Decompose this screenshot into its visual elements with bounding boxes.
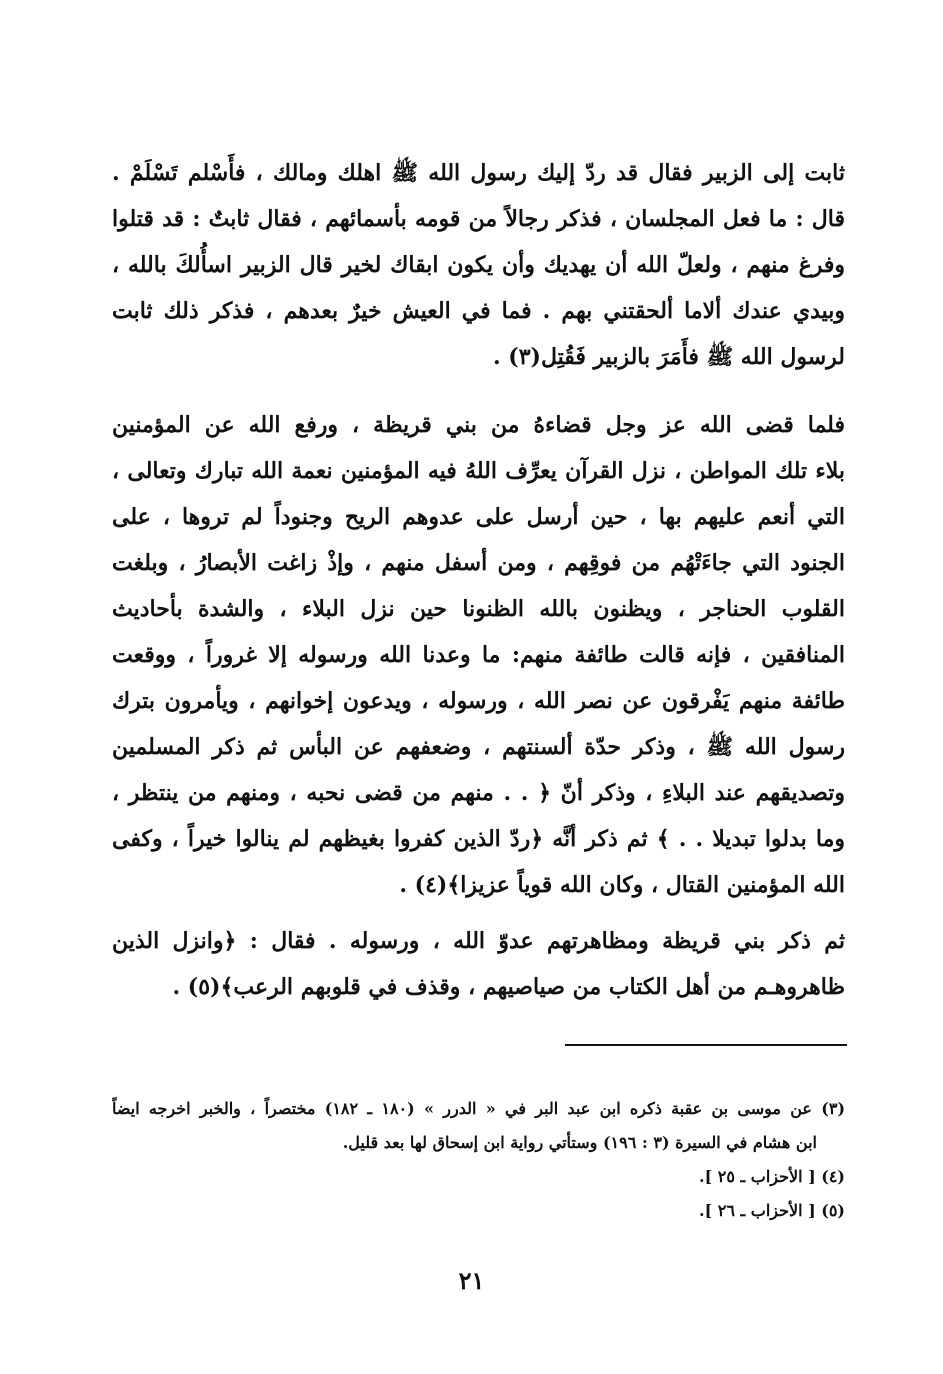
text-line: وتصديقهم عند البلاءِ ، وذكر أنّ ﴿ . . منهم من قضى نحبه ، ومنهم من ينتظر ، — [112, 780, 845, 806]
text-line: الله المؤمنين القتال ، وكان الله قوياً عزيزا﴾(٤) . — [399, 872, 845, 898]
paragraph-1 — [112, 150, 845, 380]
text-line: وبيدي عندك ألاما ألحقتني بهم . فما في العيش خيرٌ بعدهم ، فذكر ذلك ثابت — [112, 298, 845, 324]
text-line: ثم ذكر بني قريظة ومظاهرتهم عدوّ الله ، ورسوله . فقال : ﴿وانزل الذين — [112, 928, 845, 954]
footnote-line: ابن هشام في السيرة (٣ : ١٩٦) وستأتي رواية ابن إسحاق لها بعد قليل. — [342, 1133, 817, 1152]
text-line: لرسول الله ﷺ فأَمَرَ بالزبير فَقُتِل(٣) . — [492, 344, 845, 370]
page-number: ٢١ — [458, 1266, 485, 1295]
footnotes — [112, 1092, 845, 1228]
footnote-line: (٥) [ الأحزاب ـ ٢٦ ]. — [699, 1201, 845, 1220]
footnote-divider — [565, 1044, 847, 1046]
text-line: بلاء تلك المواطن ، نزل القرآن يعرِّف اللهُ فيه المؤمنين نعمة الله تبارك وتعالى ، — [112, 458, 845, 484]
text-line: قال : ما فعل المجلسان ، فذكر رجالاً من قومه بأسمائهم ، فقال ثابتٌ : قد قتلوا — [112, 206, 845, 232]
text-line: الجنود التي جاءَتْهُم من فوقِهم ، ومن أسفل منهم ، وإذْ زاغت الأبصارُ ، وبلغت — [112, 550, 845, 576]
footnote-line: (٤) [ الأحزاب ـ ٢٥ ]. — [699, 1167, 845, 1186]
text-line: ثابت إلى الزبير فقال قد ردّ إليك رسول الله ﷺ اهلك ومالك ، فأَسْلم تَسْلَمْ . — [112, 160, 845, 186]
text-line: التي أنعم عليهم بها ، حين أرسل على عدوهم الريح وجنوداً لم تروها ، على — [112, 504, 845, 530]
footnote-line: (٣) عن موسى بن عقبة ذكره ابن عبد البر في « الدرر » (١٨٠ ـ ١٨٢) مختصراً ، والخبر اخرجه ايضاً — [112, 1099, 845, 1118]
text-line: وفرغ منهم ، ولعلّ الله أن يهديك وأن يكون ابقاك لخير قال الزبير اسأُلكَ بالله ، — [112, 252, 845, 278]
text-line: المنافقين ، فإنه قالت طائفة منهم: ما وعدنا الله ورسوله إلا غروراً ، ووقعت — [112, 642, 845, 668]
text-line: طائفة منهم يَفْرقون عن نصر الله ، ورسوله ، ويدعون إخوانهم ، ويأمرون بترك — [112, 688, 845, 714]
paragraph-2 — [112, 402, 845, 908]
text-line: القلوب الحناجر ، ويظنون بالله الظنونا حين نزل البلاء ، والشدة بأحاديث — [112, 596, 845, 622]
text-line: ظاهروهـم من أهل الكتاب من صياصيهم ، وقذف في قلوبهم الرعب﴾(٥) . — [172, 974, 845, 1000]
paragraph-3 — [112, 918, 845, 1010]
text-line: فلما قضى الله عز وجل قضاءهُ من بني قريظة ، ورفع الله عن المؤمنين — [112, 412, 845, 438]
text-line: وما بدلوا تبديلا . . ﴾ ثم ذكر أنَّه ﴿ردّ الذين كفروا بغيظهم لم ينالوا خيراً ، وكفى — [112, 826, 845, 852]
text-line: رسول الله ﷺ ، وذكر حدّة ألسنتهم ، وضعفهم عن البأس ثم ذكر المسلمين — [112, 734, 845, 760]
